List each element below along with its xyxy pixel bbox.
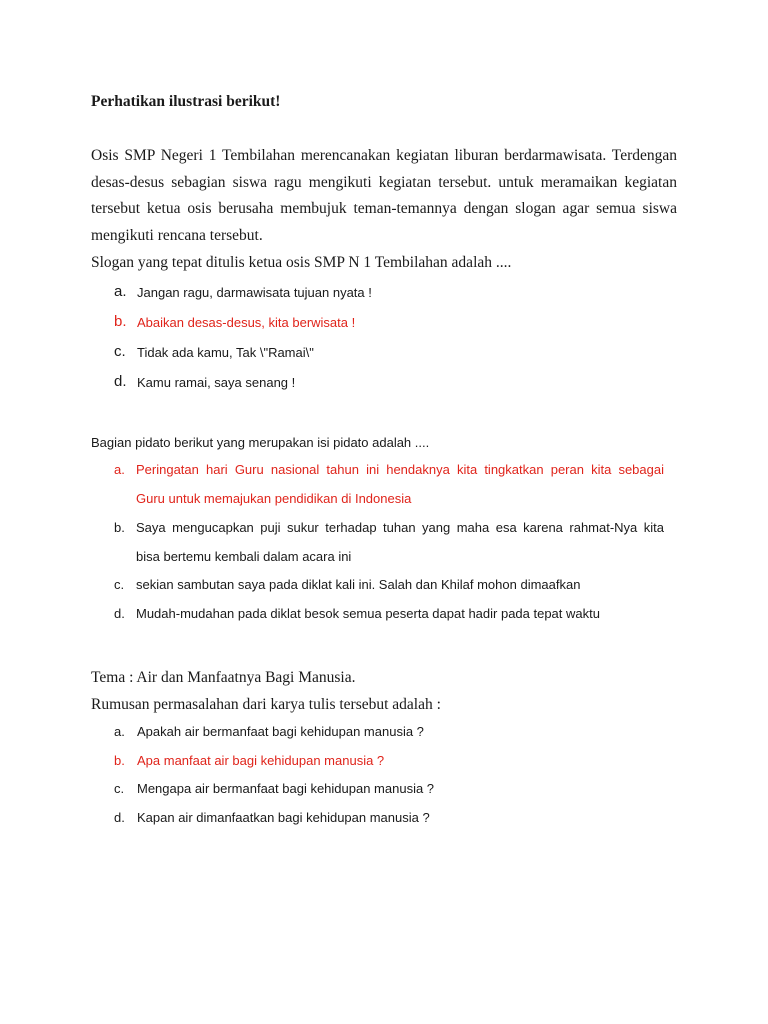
option-letter: b.: [114, 753, 125, 768]
q1-paragraph: Osis SMP Negeri 1 Tembilahan merencanakan kegiatan liburan berdarmawisata. Terdengan desas-desus sebagian siswa ragu mengikuti kegiatan tersebut. untuk meramaikan kegiatan tersebut ketua osis berusaha membujuk teman-temannya dengan slogan agar semua siswa mengikuti rencana tersebut.: [91, 147, 677, 244]
q2-question: Bagian pidato berikut yang merupakan isi pidato adalah ....: [91, 435, 430, 450]
option-text-line1: Saya mengucapkan puji sukur terhadap tuhan yang maha esa karena rahmat-Nya kita: [136, 520, 664, 535]
option-letter: c.: [114, 577, 125, 592]
option-letter: a.: [114, 724, 125, 739]
q2-option-c: [114, 571, 662, 600]
option-letter: d.: [114, 606, 125, 621]
option-text-line1: Peringatan hari Guru nasional tahun ini hendaknya kita tingkatkan peran kita sebagai: [136, 462, 664, 477]
q2-option-a: [114, 456, 662, 513]
option-letter: d.: [114, 373, 127, 390]
option-letter: a.: [114, 462, 125, 477]
option-text: Jangan ragu, darmawisata tujuan nyata !: [137, 285, 372, 300]
option-letter: c.: [114, 343, 126, 360]
q1-question: Slogan yang tepat ditulis ketua osis SMP N 1 Tembilahan adalah ....: [91, 254, 512, 271]
option-letter: b.: [114, 313, 127, 330]
q3-theme: Tema : Air dan Manfaatnya Bagi Manusia.: [91, 669, 356, 686]
option-text: Kapan air dimanfaatkan bagi kehidupan manusia ?: [137, 810, 430, 825]
option-letter: b.: [114, 520, 125, 535]
option-text-line2: Guru untuk memajukan pendidikan di Indonesia: [136, 490, 412, 506]
option-text-line2: bisa bertemu kembali dalam acara ini: [136, 548, 352, 564]
q3-question: Rumusan permasalahan dari karya tulis tersebut adalah :: [91, 696, 441, 713]
option-text: Kamu ramai, saya senang !: [137, 375, 296, 390]
option-letter: a.: [114, 283, 127, 300]
option-letter: c.: [114, 781, 125, 796]
option-text-line1: Mudah-mudahan pada diklat besok semua peserta dapat hadir pada tepat waktu: [136, 606, 600, 621]
option-text: Tidak ada kamu, Tak \"Ramai\": [137, 345, 314, 360]
option-text: Mengapa air bermanfaat bagi kehidupan manusia ?: [137, 781, 435, 796]
q2-option-d: [114, 600, 662, 629]
instruction-heading: Perhatikan ilustrasi berikut!: [91, 93, 281, 110]
option-text: Apakah air bermanfaat bagi kehidupan manusia ?: [137, 724, 424, 739]
q2-option-b: [114, 514, 662, 571]
option-text: Apa manfaat air bagi kehidupan manusia ?: [137, 753, 385, 768]
option-text: Abaikan desas-desus, kita berwisata !: [137, 315, 356, 330]
option-text-line1: sekian sambutan saya pada diklat kali ini. Salah dan Khilaf mohon dimaafkan: [136, 577, 581, 592]
option-letter: d.: [114, 810, 125, 825]
